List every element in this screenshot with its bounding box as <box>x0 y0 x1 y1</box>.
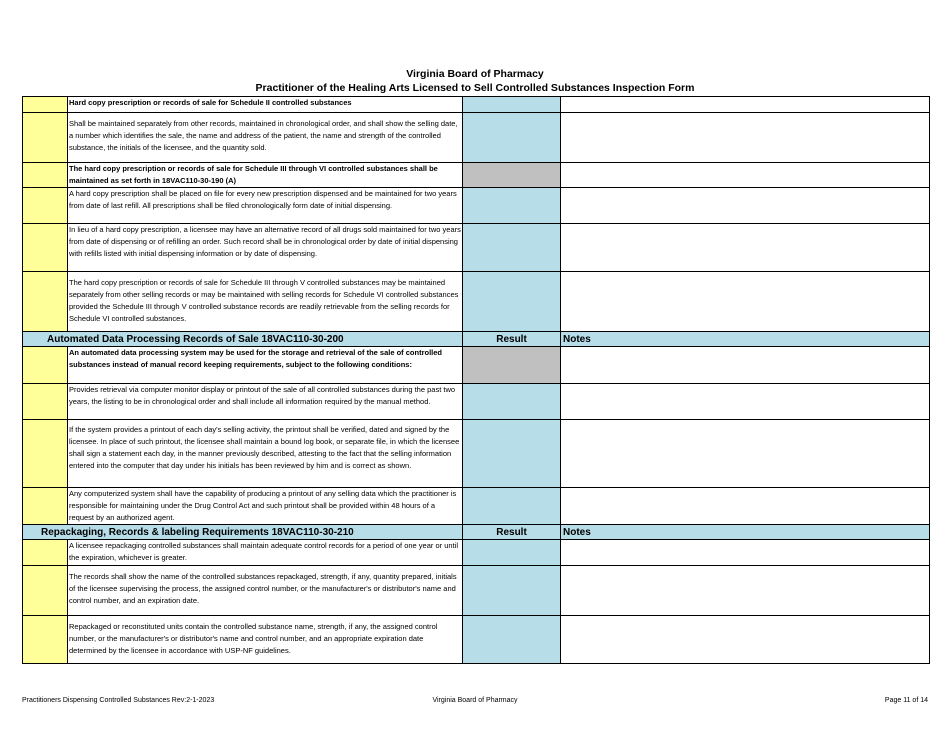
notes-cell[interactable] <box>561 540 930 566</box>
result-cell[interactable] <box>463 384 561 420</box>
notes-header: Notes <box>561 332 930 347</box>
table-row <box>23 113 930 163</box>
mark-cell[interactable] <box>23 566 68 616</box>
row-text: Repackaged or reconstituted units contain the controlled substance name, strength, if any, the assigned control number, or the manufacturer's or distributor's name and control number, and an appropriate expiration date determined by the licensee in accordance with USP-NF guidelines. <box>68 616 463 664</box>
row-text: A licensee repackaging controlled substances shall maintain adequate control records for a period of one year or until the expiration, whichever is greater. <box>68 540 463 566</box>
inspection-table <box>22 96 930 664</box>
mark-cell[interactable] <box>23 488 68 525</box>
notes-cell[interactable] <box>561 272 930 332</box>
footer-page-number: Page 11 of 14 <box>884 697 928 704</box>
row-text: Shall be maintained separately from other records, maintained in chronological order, and shall show the selling date, a number which identifies the sale, the name and address of the patient, the name and strength of the controlled substance, the initials of the licensee, and the quantity sold. <box>68 113 463 163</box>
notes-cell[interactable] <box>561 566 930 616</box>
result-cell[interactable] <box>463 188 561 224</box>
table-row <box>23 188 930 224</box>
mark-cell[interactable] <box>23 272 68 332</box>
row-text: If the system provides a printout of each day's selling activity, the printout shall be verified, dated and signed by the licensee. In place of such printout, the licensee shall maintain a bound log book, or separate file, in which the licensee shall sign a statement each day, in the manner previously described, attesting to the fact that the selling information entered into the computer that day under his initials has been reviewed by him and is correct as shown. <box>68 420 463 488</box>
row-text: Any computerized system shall have the capability of producing a printout of any selling data which the practitioner is responsible for maintaining under the Drug Control Act and such printout shall be provided within 48 hours of a request by an authorized agent. <box>68 488 463 525</box>
notes-cell[interactable] <box>561 384 930 420</box>
mark-cell[interactable] <box>23 97 68 113</box>
mark-cell[interactable] <box>23 384 68 420</box>
mark-cell[interactable] <box>23 224 68 272</box>
table-row <box>23 566 930 616</box>
result-cell[interactable] <box>463 113 561 163</box>
table-row <box>23 163 930 188</box>
table-row <box>23 224 930 272</box>
result-cell[interactable] <box>463 616 561 664</box>
mark-cell[interactable] <box>23 420 68 488</box>
notes-cell[interactable] <box>561 97 930 113</box>
notes-cell[interactable] <box>561 188 930 224</box>
notes-cell[interactable] <box>561 420 930 488</box>
mark-cell[interactable] <box>23 540 68 566</box>
table-row <box>23 540 930 566</box>
table-row <box>23 616 930 664</box>
table-row <box>23 97 930 113</box>
result-cell-na <box>463 347 561 384</box>
table-row <box>23 384 930 420</box>
footer-organization: Virginia Board of Pharmacy <box>432 697 518 704</box>
notes-header: Notes <box>561 525 930 540</box>
result-cell[interactable] <box>463 420 561 488</box>
mark-cell[interactable] <box>23 188 68 224</box>
row-text: An automated data processing system may be used for the storage and retrieval of the sale of controlled substances instead of manual record keeping requirements, subject to the following conditions: <box>68 347 463 384</box>
form-subtitle: Practitioner of the Healing Arts Licensed to Sell Controlled Substances Inspection Form <box>255 82 695 94</box>
row-text: The hard copy prescription or records of sale for Schedule III through VI controlled substances shall be maintained as set forth in 18VAC110-30-190 (A) <box>68 163 463 188</box>
mark-cell[interactable] <box>23 113 68 163</box>
result-header: Result <box>463 332 561 347</box>
result-cell[interactable] <box>463 224 561 272</box>
notes-cell[interactable] <box>561 616 930 664</box>
notes-cell[interactable] <box>561 488 930 525</box>
result-cell[interactable] <box>463 272 561 332</box>
form-title: Virginia Board of Pharmacy <box>406 68 544 80</box>
footer-revision: Practitioners Dispensing Controlled Substances Rev:2-1-2023 <box>22 697 215 704</box>
row-text: Hard copy prescription or records of sale for Schedule II controlled substances <box>68 97 463 113</box>
result-cell[interactable] <box>463 540 561 566</box>
table-row <box>23 420 930 488</box>
section-header <box>23 525 930 540</box>
result-cell[interactable] <box>463 566 561 616</box>
notes-cell[interactable] <box>561 224 930 272</box>
notes-cell[interactable] <box>561 113 930 163</box>
row-text: The hard copy prescription or records of sale for Schedule III through V controlled substances may be maintained separately from other selling records or may be maintained with selling records for Schedule VI controlled substances provided the Schedule III through V controlled substance records are readily retrievable from the selling records for Schedule VI controlled substances. <box>68 272 463 332</box>
row-text: In lieu of a hard copy prescription, a licensee may have an alternative record of all drugs sold maintained for two years from date of dispensing or of refilling an order. Such record shall be in chronological order by date of initial dispensing with refills listed with initial dispensing information or by date of dispensing. <box>68 224 463 272</box>
mark-cell[interactable] <box>23 347 68 384</box>
table-row <box>23 272 930 332</box>
mark-cell[interactable] <box>23 616 68 664</box>
notes-cell[interactable] <box>561 163 930 188</box>
result-cell[interactable] <box>463 97 561 113</box>
result-header: Result <box>463 525 561 540</box>
row-text: A hard copy prescription shall be placed on file for every new prescription dispensed and be maintained for two years from date of last refill. All prescriptions shall be filed chronologically form date of initial dispensing. <box>68 188 463 224</box>
section-header <box>23 332 930 347</box>
notes-cell[interactable] <box>561 347 930 384</box>
row-text: Provides retrieval via computer monitor display or printout of the sale of all controlled substances during the past two years, the listing to be in chronological order and shall include all information required by the manual method. <box>68 384 463 420</box>
result-cell-na <box>463 163 561 188</box>
table-row <box>23 347 930 384</box>
row-text: The records shall show the name of the controlled substances repackaged, strength, if any, quantity prepared, initials of the licensee supervising the process, the assigned control number, or the manufacturer's or distributor's name and control number, and an expiration date. <box>68 566 463 616</box>
mark-cell[interactable] <box>23 163 68 188</box>
result-cell[interactable] <box>463 488 561 525</box>
section-title: Automated Data Processing Records of Sale 18VAC110-30-200 <box>23 332 463 347</box>
table-row <box>23 488 930 525</box>
section-title: Repackaging, Records & labeling Requirements 18VAC110-30-210 <box>23 525 463 540</box>
